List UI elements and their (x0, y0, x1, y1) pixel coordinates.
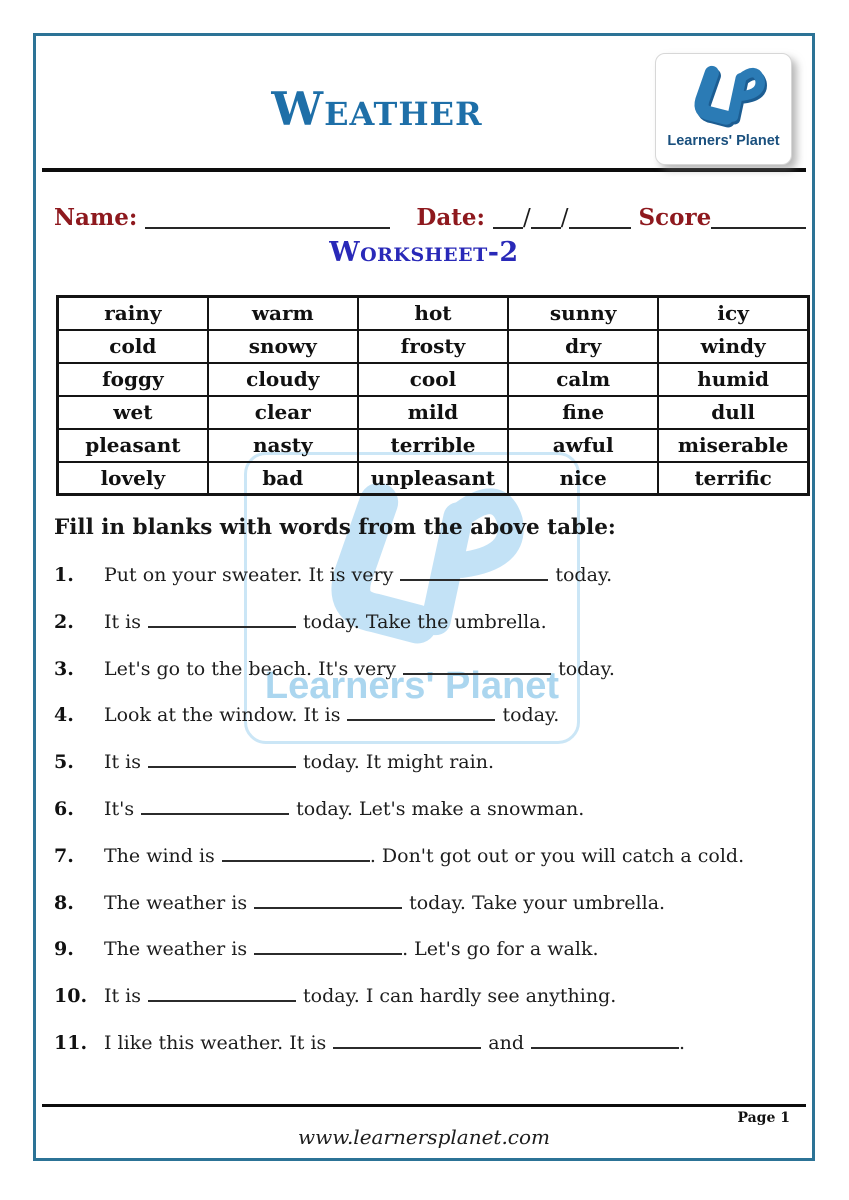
word-cell: cloudy (208, 363, 358, 396)
question-text: I like this weather. It is (104, 1031, 327, 1054)
question-number: 11. (54, 1031, 88, 1054)
question-text: The weather is (104, 938, 248, 961)
question-text: today. I can hardly see anything. (303, 985, 617, 1008)
word-cell: calm (508, 363, 658, 396)
question-text: . Don't got out or you will catch a cold. (369, 844, 745, 867)
worksheet-page (33, 33, 815, 1161)
word-cell: cold (58, 330, 208, 363)
word-cell: warm (208, 297, 358, 330)
watermark-label: Learners' Planet (264, 665, 560, 707)
word-cell: foggy (58, 363, 208, 396)
answer-blank (347, 719, 495, 721)
website-url: www.learnersplanet.com (297, 1125, 551, 1149)
word-cell: dull (658, 396, 808, 429)
word-cell: awful (508, 429, 658, 462)
answer-blank (254, 953, 402, 955)
question-row (54, 751, 810, 798)
name-blank (145, 227, 390, 229)
word-cell: humid (658, 363, 808, 396)
question-text: today. Take your umbrella. (409, 891, 666, 914)
date-slash: / (560, 205, 569, 231)
word-cell: nasty (208, 429, 358, 462)
date-day-blank (493, 227, 523, 229)
table-row (58, 429, 809, 462)
info-line (54, 204, 794, 231)
word-cell: unpleasant (358, 462, 508, 495)
word-cell: rainy (58, 297, 208, 330)
question-row (54, 564, 810, 611)
question-number: 7. (54, 844, 74, 867)
date-label: Date: (416, 204, 486, 231)
question-text: . Let's go for a walk. (402, 938, 599, 961)
header-divider (42, 168, 806, 172)
question-text: today. Let's make a snowman. (296, 797, 585, 820)
question-number: 10. (54, 985, 88, 1008)
word-cell: nice (508, 462, 658, 495)
question-text: . (679, 1031, 686, 1054)
word-cell: lovely (58, 462, 208, 495)
question-row (54, 658, 810, 705)
word-cell: terrific (658, 462, 808, 495)
question-text: It's (104, 797, 135, 820)
logo-label: Learners' Planet (667, 133, 780, 149)
question-text: Look at the window. It is (104, 704, 341, 727)
score-blank (711, 227, 806, 229)
question-text: It is (104, 610, 142, 633)
question-number: 3. (54, 657, 74, 680)
answer-blank (403, 673, 551, 675)
question-row (54, 798, 810, 845)
question-row (54, 985, 810, 1032)
word-cell: pleasant (58, 429, 208, 462)
answer-blank (148, 766, 296, 768)
word-cell: fine (508, 396, 658, 429)
questions-list (54, 564, 810, 1079)
question-row (54, 611, 810, 658)
word-cell: clear (208, 396, 358, 429)
word-cell: mild (358, 396, 508, 429)
weather-words-table (56, 295, 810, 496)
learners-planet-logo (655, 53, 792, 165)
question-text: today. (502, 704, 560, 727)
footer-divider (42, 1104, 806, 1107)
question-text: Let's go to the beach. It's very (104, 657, 397, 680)
word-cell: bad (208, 462, 358, 495)
date-month-blank (531, 227, 561, 229)
word-cell: icy (658, 297, 808, 330)
table-row (58, 297, 809, 330)
question-row (54, 892, 810, 939)
table-row (58, 363, 809, 396)
question-number: 8. (54, 891, 74, 914)
question-text: today. (558, 657, 615, 680)
date-slash: / (523, 205, 531, 231)
word-cell: windy (658, 330, 808, 363)
question-row (54, 704, 810, 751)
word-cell: miserable (658, 429, 808, 462)
word-cell: snowy (208, 330, 358, 363)
answer-blank (148, 626, 296, 628)
question-number: 5. (54, 751, 74, 774)
question-text: today. Take the umbrella. (303, 610, 547, 633)
answer-blank (141, 813, 289, 815)
question-text: It is (104, 985, 142, 1008)
page-number: Page 1 (737, 1110, 790, 1126)
question-text: today. It might rain. (303, 751, 494, 774)
table-row (58, 330, 809, 363)
answer-blank (333, 1047, 481, 1049)
answer-blank (148, 1000, 296, 1002)
table-row (58, 462, 809, 495)
date-year-blank (569, 227, 631, 229)
word-cell: wet (58, 396, 208, 429)
question-text: The weather is (104, 891, 248, 914)
score-label: Score (638, 204, 712, 231)
instructions-heading: Fill in blanks with words from the above table: (54, 515, 616, 540)
worksheet-number: Worksheet-2 (329, 237, 519, 268)
question-number: 4. (54, 704, 74, 727)
question-number: 6. (54, 797, 74, 820)
word-cell: hot (358, 297, 508, 330)
page-title: Weather (271, 82, 483, 136)
question-text: It is (104, 751, 142, 774)
table-row (58, 396, 809, 429)
name-label: Name: (54, 204, 138, 231)
word-cell: dry (508, 330, 658, 363)
word-cell: terrible (358, 429, 508, 462)
word-cell: sunny (508, 297, 658, 330)
question-number: 2. (54, 610, 74, 633)
answer-blank (400, 579, 548, 581)
question-text: today. (555, 564, 613, 586)
answer-blank (254, 907, 402, 909)
question-text: and (488, 1031, 525, 1054)
question-row (54, 1032, 810, 1079)
lp-monogram-icon (680, 60, 768, 132)
question-text: The wind is (104, 844, 215, 867)
question-row (54, 938, 810, 985)
question-text: Put on your sweater. It is very (104, 564, 394, 586)
question-number: 9. (54, 938, 74, 961)
answer-blank (531, 1047, 679, 1049)
question-number: 1. (54, 564, 74, 586)
word-cell: frosty (358, 330, 508, 363)
question-row (54, 845, 810, 892)
answer-blank (222, 860, 370, 862)
word-cell: cool (358, 363, 508, 396)
